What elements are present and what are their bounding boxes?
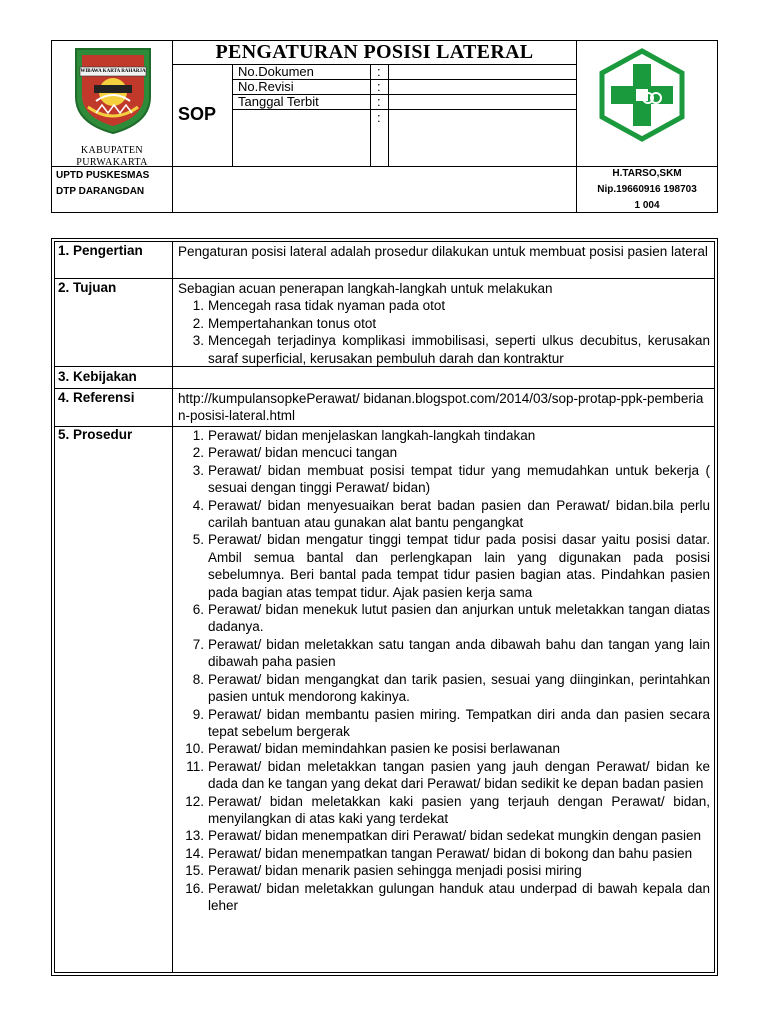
label-pengertian: 1. Pengertian bbox=[58, 243, 143, 258]
tujuan-block bbox=[178, 280, 710, 367]
meta-label-dokumen: No.Dokumen bbox=[238, 64, 314, 79]
list-item: 12. Perawat/ bidan meletakkan kaki pasien yang terjauh dengan Perawat/ bidan, menyilangkan di atas kaki yang terdekat bbox=[185, 793, 710, 826]
signer-nip-1: Nip.19660916 198703 bbox=[597, 184, 697, 195]
puskesmas-logo bbox=[596, 48, 688, 142]
signer-name: H.TARSO,SKM bbox=[612, 168, 682, 179]
list-item: 9. Perawat/ bidan membantu pasien miring. Tempatkan diri anda dan pasien secara tepat sebelum bergerak bbox=[192, 706, 710, 739]
meta-sep-revisi: : bbox=[377, 79, 381, 94]
prosedur-list bbox=[178, 427, 710, 914]
signer-block bbox=[577, 166, 717, 214]
meta-label-tanggal: Tanggal Terbit bbox=[238, 94, 319, 109]
list-item: 16. Perawat/ bidan meletakkan gulungan handuk atau underpad di bawah kepala dan leher bbox=[185, 880, 710, 913]
region-line-2: PURWAKARTA bbox=[76, 157, 148, 168]
text-referensi: http://kumpulansopkePerawat/ bidanan.blogspot.com/2014/03/sop-protap-ppk-pemberian-posisi-lateral.html bbox=[178, 391, 704, 424]
list-item: 5. Perawat/ bidan mengatur tinggi tempat tidur pada posisi dasar yaitu posisi datar. Ambil semua bantal dan perlengkapan lain yang digunakan pada posisi sebelumnya. Beri bantal pada tempat tidur pasien bagian atas. Pindahkan pasien pada bagian atas tempat tidur. Ajak pasien kerja sama bbox=[192, 532, 710, 600]
document-title: PENGATURAN POSISI LATERAL bbox=[215, 41, 534, 63]
list-item: 3. Mencegah terjadinya komplikasi immobilisasi, seperti ulkus decubitus, kerusakan saraf superficial, kerusakan pembuluh darah dan kontraktur bbox=[192, 333, 710, 366]
list-item: 1. Perawat/ bidan menjelaskan langkah-langkah tindakan bbox=[192, 428, 536, 443]
label-kebijakan: 3. Kebijakan bbox=[58, 369, 137, 384]
tujuan-list bbox=[178, 297, 710, 367]
list-item: 7. Perawat/ bidan meletakkan satu tangan anda dibawah bahu dan tangan yang lain dibawah paha pasien bbox=[192, 636, 710, 670]
list-item: 11. Perawat/ bidan meletakkan tangan pasien yang jauh dengan Perawat/ bidan ke dada dan ke tangan yang dekat dari Perawat/ bidan sedikit ke depan badan pasien bbox=[186, 758, 710, 792]
list-item: 3. Perawat/ bidan membuat posisi tempat tidur yang memudahkan untuk bekerja ( sesuai dengan tinggi Perawat/ bidan) bbox=[192, 462, 710, 496]
list-item: 8. Perawat/ bidan mengangkat dan tarik pasien, sesuai yang diinginkan, perintahkan pasien untuk mendorong kakinya. bbox=[192, 671, 710, 705]
list-item: 14. Perawat/ bidan menempatkan tangan Perawat/ bidan di bokong dan bahu pasien bbox=[185, 845, 693, 861]
region-line-1: KABUPATEN bbox=[80, 145, 144, 156]
list-item: 10. Perawat/ bidan memindahkan pasien ke posisi berlawanan bbox=[185, 741, 560, 757]
meta-sep-extra: : bbox=[377, 110, 381, 125]
label-referensi: 4. Referensi bbox=[58, 390, 135, 405]
meta-sep-tanggal: : bbox=[377, 94, 381, 109]
list-item: 2. Perawat/ bidan mencuci tangan bbox=[192, 445, 398, 461]
list-item: 15. Perawat/ bidan menarik pasien sehingga menjadi posisi miring bbox=[185, 863, 582, 879]
puskesmas-cross-icon bbox=[596, 48, 688, 142]
list-item: 1. Mencegah rasa tidak nyaman pada otot bbox=[192, 298, 446, 314]
unit-line-1: UPTD PUSKESMAS bbox=[56, 170, 150, 181]
list-item: 13. Perawat/ bidan menempatkan diri Perawat/ bidan sedekat mungkin dengan pasien bbox=[185, 828, 702, 844]
region-name bbox=[52, 145, 172, 169]
text-pengertian: Pengaturan posisi lateral adalah prosedur dilakukan untuk membuat posisi pasien lateral bbox=[178, 244, 708, 259]
signer-nip-2: 1 004 bbox=[634, 200, 660, 211]
regency-logo bbox=[72, 45, 154, 135]
tujuan-intro: Sebagian acuan penerapan langkah-langkah untuk melakukan bbox=[178, 281, 553, 296]
meta-sep-dokumen: : bbox=[377, 64, 381, 79]
sop-label: SOP bbox=[178, 104, 217, 124]
list-item: 2. Mempertahankan tonus otot bbox=[192, 315, 377, 331]
label-tujuan: 2. Tujuan bbox=[58, 280, 117, 295]
logo-banner-text: WIBAWA KARTA RAHARJA bbox=[80, 69, 146, 74]
regency-shield-icon bbox=[72, 45, 154, 135]
label-prosedur: 5. Prosedur bbox=[58, 427, 133, 442]
unit-line-2: DTP DARANGDAN bbox=[56, 186, 145, 197]
list-item: 4. Perawat/ bidan menyesuaikan berat badan pasien dan Perawat/ bidan.bila perlu carilah bantuan atau gunakan alat bantu pengangkat bbox=[192, 497, 710, 531]
list-item: 6. Perawat/ bidan menekuk lutut pasien dan anjurkan untuk meletakkan tangan diatas dadanya. bbox=[192, 602, 710, 635]
unit-name bbox=[56, 168, 149, 200]
meta-label-revisi: No.Revisi bbox=[238, 79, 294, 94]
prosedur-block bbox=[178, 427, 710, 914]
